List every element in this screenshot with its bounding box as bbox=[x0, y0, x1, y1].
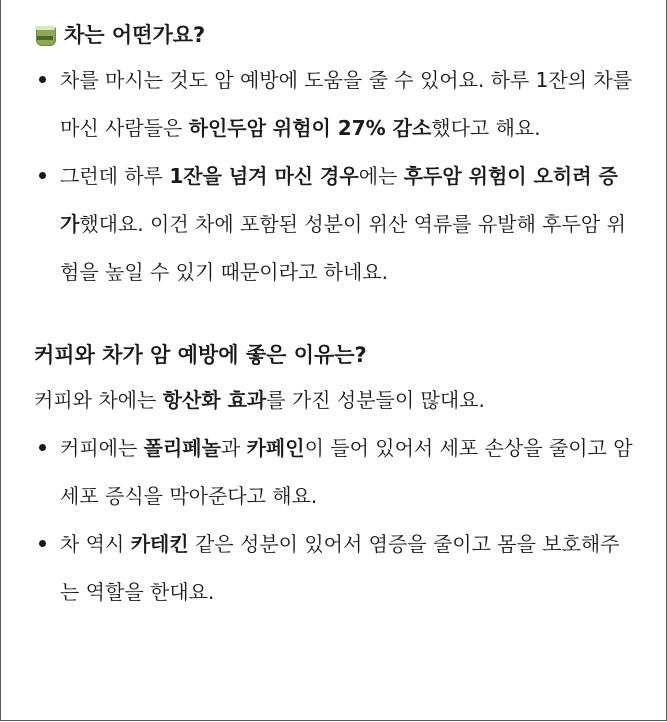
intro-paragraph: 커피와 차에는 항산화 효과를 가진 성분들이 많대요. bbox=[34, 388, 485, 412]
bold-text: 항산화 효과 bbox=[162, 388, 267, 412]
heading-text: 커피와 차가 암 예방에 좋은 이유는? bbox=[34, 343, 367, 367]
bold-text: 카테킨 bbox=[130, 532, 189, 556]
tea-bullet-list bbox=[34, 56, 634, 296]
tea-cup-icon bbox=[34, 24, 56, 46]
section-heading-tea bbox=[34, 14, 634, 56]
list-item: 그런데 하루 1잔을 넘겨 마신 경우에는 후두암 위험이 오히려 증가했대요. 이건 차에 포함된 성분이 위산 역류를 유발해 후두암 위험을 높일 수 있기 때문이라고 하네요. bbox=[34, 152, 634, 296]
bold-text: 하인두암 위험이 27% 감소 bbox=[188, 116, 432, 140]
list-item: 커피에는 폴리페놀과 카페인이 들어 있어서 세포 손상을 줄이고 암세포 증식을 막아준다고 해요. bbox=[34, 424, 634, 520]
bold-text: 1잔을 넘겨 마신 경우 bbox=[169, 164, 359, 188]
document-body bbox=[34, 14, 634, 616]
bold-text: 폴리페놀 bbox=[143, 436, 221, 460]
list-item: 차를 마시는 것도 암 예방에 도움을 줄 수 있어요. 하루 1잔의 차를 마신 사람들은 하인두암 위험이 27% 감소했다고 해요. bbox=[34, 56, 634, 152]
heading-text: 차는 어떤가요? bbox=[64, 23, 206, 47]
section-heading-reason bbox=[34, 334, 634, 376]
bold-text: 후두암 위험이 오히려 증가 bbox=[60, 164, 618, 236]
reason-bullet-list bbox=[34, 424, 634, 616]
list-item: 차 역시 카테킨 같은 성분이 있어서 염증을 줄이고 몸을 보호해주는 역할을 한대요. bbox=[34, 520, 634, 616]
section-gap bbox=[34, 296, 634, 334]
bold-text: 카페인 bbox=[246, 436, 305, 460]
